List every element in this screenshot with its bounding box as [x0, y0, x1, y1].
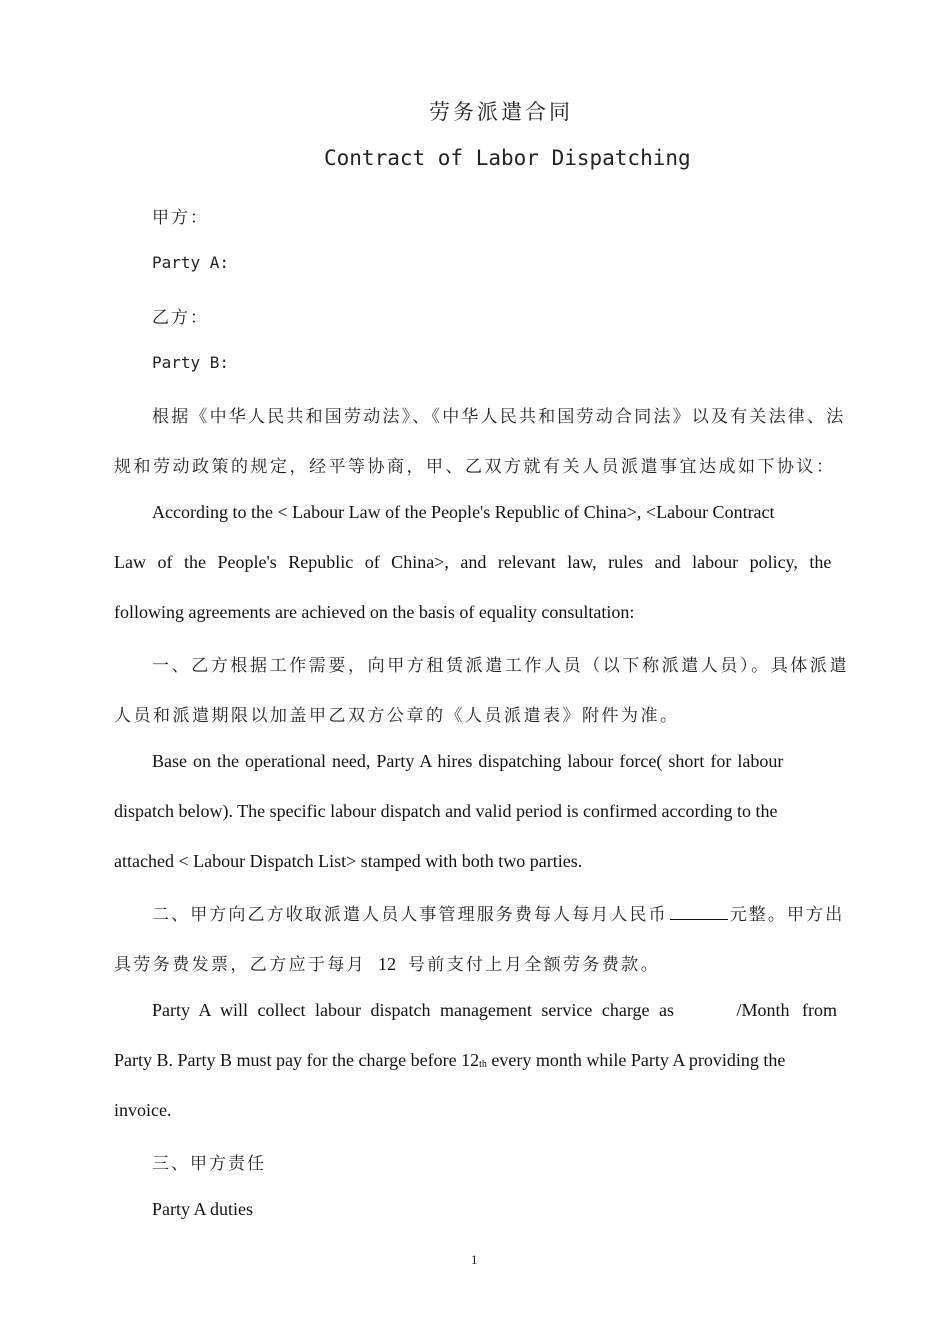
document-title-chinese: 劳务派遣合同	[429, 100, 573, 124]
intro-paragraph-english-line-2: Law of the People's Republic of China>, and relevant law, rules and labour policy, the	[114, 552, 832, 572]
intro-paragraph-english-line-1: According to the < Labour Law of the People's Republic of China>, <Labour Contract	[152, 502, 775, 522]
intro-paragraph-chinese-line-2: 规和劳动政策的规定，经平等协商，甲、乙双方就有关人员派遣事宜达成如下协议：	[114, 457, 836, 477]
section-1-english-line-1: Base on the operational need, Party A hires dispatching labour force( short for labour	[152, 751, 784, 771]
section-1-english-line-2: dispatch below). The specific labour dispatch and valid period is confirmed according to the	[114, 801, 778, 821]
section-1-english-line-3: attached < Labour Dispatch List> stamped with both two parties.	[114, 851, 583, 871]
intro-paragraph-chinese-line-1: 根据《中华人民共和国劳动法》、《中华人民共和国劳动合同法》以及有关法律、法	[152, 407, 846, 427]
section-2-english-text-a: Party A will collect labour dispatch management service charge as	[152, 1000, 675, 1020]
payment-day-number: 12	[378, 954, 397, 974]
section-1-chinese-line-2: 人员和派遣期限以加盖甲乙双方公章的《人员派遣表》附件为准。	[114, 706, 680, 726]
party-b-label-english: Party B:	[152, 353, 230, 372]
section-2-english-line-2	[114, 1050, 785, 1071]
ordinal-suffix: th	[479, 1059, 487, 1070]
section-2-chinese-text-b: 元整。甲方出	[729, 905, 845, 925]
section-2-english-text-c: Party B. Party B must pay for the charge before 12	[114, 1050, 480, 1070]
party-a-label-chinese: 甲方：	[152, 208, 209, 228]
fee-amount-blank	[670, 901, 728, 920]
party-a-label-english: Party A:	[152, 253, 230, 272]
section-2-chinese-text-a: 二、甲方向乙方收取派遣人员人事管理服务费每人每月人民币	[152, 905, 668, 925]
section-2-english-text-b: /Month from	[736, 1000, 837, 1020]
section-2-english-line-3: invoice.	[114, 1100, 172, 1120]
section-2-english-line-1	[152, 1000, 837, 1021]
intro-paragraph-english-line-3: following agreements are achieved on the basis of equality consultation:	[114, 602, 635, 622]
section-2-chinese-line-1	[152, 900, 844, 925]
section-2-chinese-text-d: 号前支付上月全额劳务费款。	[407, 955, 661, 975]
section-2-chinese-line-2	[114, 950, 660, 975]
page-number: 1	[471, 1252, 478, 1267]
section-3-heading-chinese: 三、甲方责任	[152, 1154, 266, 1174]
party-b-label-chinese: 乙方：	[152, 308, 209, 328]
section-2-chinese-text-c: 具劳务费发票，乙方应于每月	[114, 955, 367, 975]
document-title-english: Contract of Labor Dispatching	[324, 146, 691, 170]
section-1-chinese-line-1: 一、乙方根据工作需要，向甲方租赁派遣工作人员（以下称派遣人员）。具体派遣	[152, 656, 850, 676]
section-3-heading-english: Party A duties	[152, 1199, 254, 1219]
section-2-english-text-d: every month while Party A providing the	[491, 1050, 786, 1070]
